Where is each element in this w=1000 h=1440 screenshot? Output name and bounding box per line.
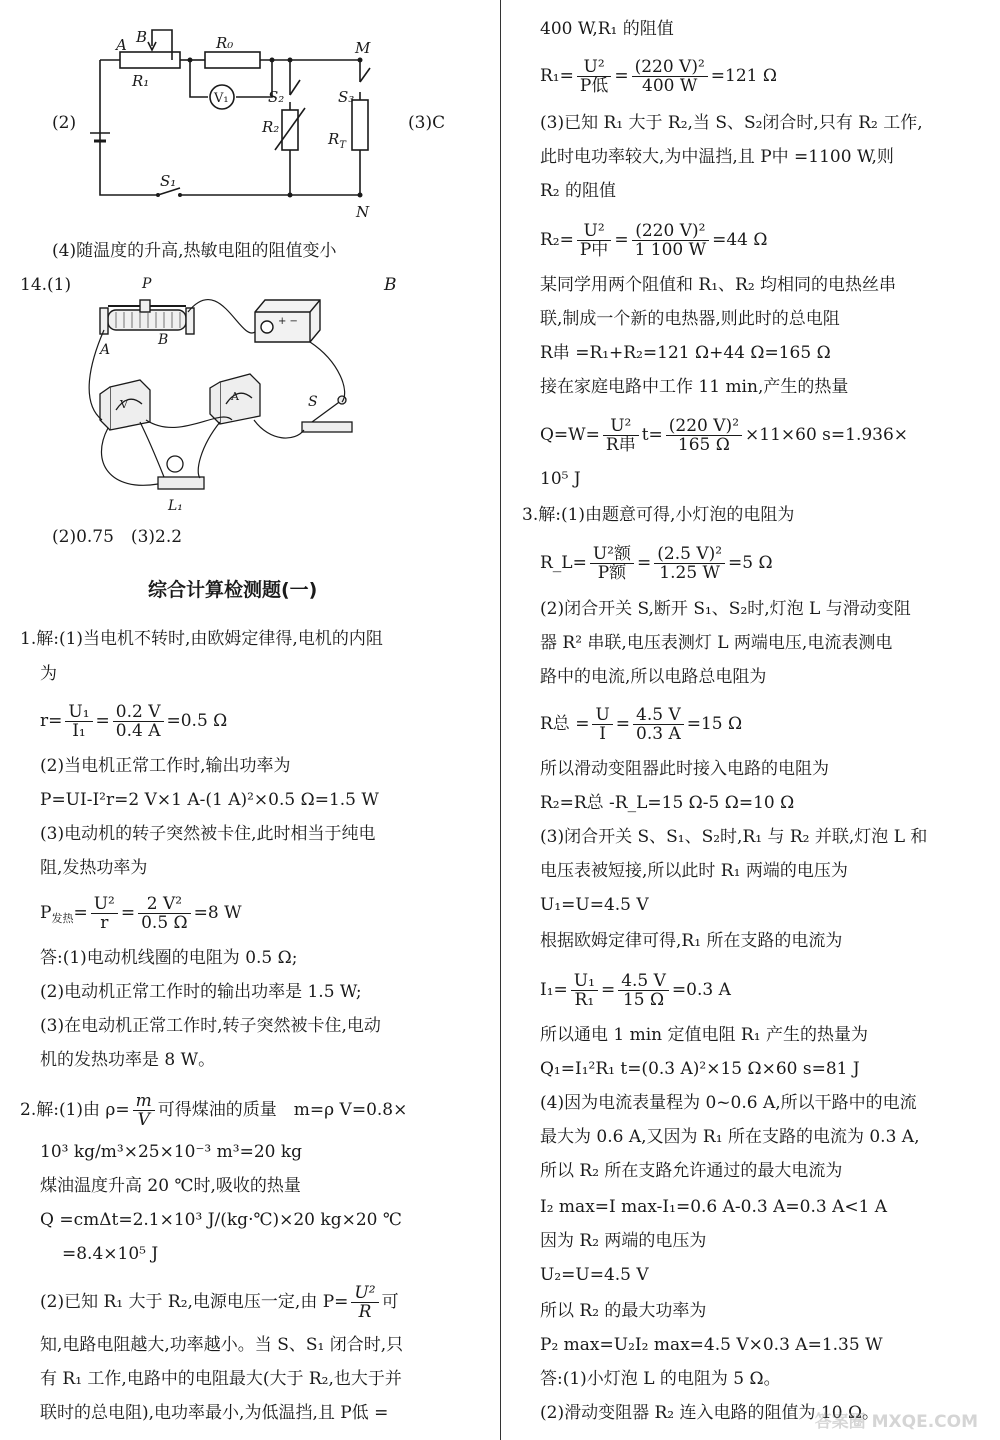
r-line30: 答:(1)小灯泡 L 的电阻为 5 Ω。: [540, 1369, 781, 1389]
r-line21: Q₁=I₁²R₁ t=(0.3 A)²×15 Ω×60 s=81 J: [540, 1059, 860, 1079]
p1-line1: 1.解:(1)当电机不转时,由欧姆定律得,电机的内阻: [20, 629, 383, 649]
r-line12: 器 R² 串联,电压表测灯 L 两端电压,电流表测电: [540, 633, 893, 653]
r-eq3: Q=W= $\frac{\text{U²}}{\text{R串}}$ t= $\frac{\text{(220 V)²}}{165 \Omega}$ ×11×60 s=1.936×: [540, 416, 909, 455]
q13-part2-label: (2): [52, 113, 77, 133]
r-line15: R₂=R总 -R_L=15 Ω-5 Ω=10 Ω: [540, 793, 795, 813]
label-R1: R₁: [132, 72, 150, 90]
label-S1: S₁: [160, 172, 177, 190]
watermark: 答案圈 MXQE.COM: [814, 1412, 978, 1432]
r-line29: P₂ max=U₂I₂ max=4.5 V×0.3 A=1.35 W: [540, 1335, 883, 1355]
p1-line5: (3)电动机的转子突然被卡住,此时相当于纯电: [40, 824, 376, 844]
svg-text:+ −: + −: [278, 316, 298, 327]
r-line9: 10⁵ J: [540, 469, 581, 489]
label-M: M: [355, 39, 371, 57]
p2-line4: Q =cmΔt=2.1×10³ J/(kg·℃)×20 kg×20 ℃: [40, 1210, 402, 1230]
r-eq5: R总 = $\frac{U}{I}$ = $\frac{4.5 V}{0.3 A}$ =15 Ω: [540, 705, 743, 744]
p2-line1: 2.解:(1)由 ρ= $\frac{m}{V}$ 可得煤油的质量 m=ρ V=0.8×: [20, 1091, 408, 1130]
label-R2: R₂: [262, 118, 280, 136]
diagram-label-A: A: [100, 342, 111, 358]
r-line13: 路中的电流,所以电路总电阻为: [540, 667, 767, 687]
r-line31: (2)滑动变阻器 R₂ 连入电路的阻值为 10 Ω。: [540, 1403, 880, 1423]
r-line26: 因为 R₂ 两端的电压为: [540, 1231, 707, 1251]
r-line7: R串 =R₁+R₂=121 Ω+44 Ω=165 Ω: [540, 343, 831, 363]
p1-line6: 阻,发热功率为: [40, 858, 148, 878]
label-S2: S₂: [268, 88, 285, 106]
section-title: 综合计算检测题(一): [148, 579, 318, 601]
q14-answer-B: B: [384, 275, 397, 295]
p2-line5: =8.4×10⁵ J: [62, 1244, 159, 1264]
diagram-label-L1: L₁: [168, 498, 183, 514]
p1-answer2: (2)电动机正常工作时的输出功率是 1.5 W;: [40, 982, 362, 1002]
p2-line3: 煤油温度升高 20 ℃时,吸收的热量: [40, 1176, 301, 1196]
p2-line7: 知,电路电阻越大,功率越小。当 S、S₁ 闭合时,只: [40, 1335, 404, 1355]
r-line10: 3.解:(1)由题意可得,小灯泡的电阻为: [522, 505, 795, 525]
p1-eq-p: $P_{发热}=$ $\frac{\text{U²}}{r}$ = $\frac{\text{2 V²}}{0.5 \Omega}$ =8 W: [40, 894, 242, 933]
column-divider: [500, 0, 501, 1440]
r-line11: (2)闭合开关 S,断开 S₁、S₂时,灯泡 L 与滑动变阻: [540, 599, 911, 619]
p2-line8: 有 R₁ 工作,电路中的电阻最大(大于 R₂,也大于并: [40, 1369, 402, 1389]
label-V1: V₁: [214, 91, 229, 106]
diagram-label-S: S: [308, 394, 318, 410]
p2-line2: 10³ kg/m³×25×10⁻³ m³=20 kg: [40, 1142, 303, 1162]
r-line16: (3)闭合开关 S、S₁、S₂时,R₁ 与 R₂ 并联,灯泡 L 和: [540, 827, 928, 847]
r-line27: U₂=U=4.5 V: [540, 1265, 649, 1285]
r-line8: 接在家庭电路中工作 11 min,产生的热量: [540, 377, 849, 397]
voltmeter-label: V: [120, 398, 128, 411]
q14-apparatus-diagram: [80, 272, 380, 517]
r-eq1: R₁= $\frac{\text{U²}}{\text{P低}}$ = $\frac{\text{(220 V)²}}{400 W}$ =121 Ω: [540, 57, 777, 96]
p1-line3: (2)当电机正常工作时,输出功率为: [40, 756, 291, 776]
r-line28: 所以 R₂ 的最大功率为: [540, 1301, 707, 1321]
p1-answer4: 机的发热功率是 8 W。: [40, 1050, 216, 1070]
r-line19: 根据欧姆定律可得,R₁ 所在支路的电流为: [540, 931, 843, 951]
label-S3: S₃: [338, 88, 355, 106]
label-N: N: [356, 203, 370, 221]
r-line23: 最大为 0.6 A,又因为 R₁ 所在支路的电流为 0.3 A,: [540, 1127, 920, 1147]
r-line25: I₂ max=I max-I₁=0.6 A-0.3 A=0.3 A<1 A: [540, 1197, 888, 1217]
p1-line2: 为: [40, 664, 57, 684]
r-eq2: R₂= $\frac{\text{U²}}{\text{P中}}$ = $\frac{\text{(220 V)²}}{1 100 W}$ =44 Ω: [540, 221, 768, 260]
r-line14: 所以滑动变阻器此时接入电路的电阻为: [540, 759, 829, 779]
ammeter-label: A: [231, 390, 239, 403]
q14-answers: (2)0.75 (3)2.2: [52, 527, 183, 547]
label-RT: $R_T$: [328, 130, 346, 151]
p2-line9: 联时的总电阻),电功率最小,为低温挡,且 P低 =: [40, 1403, 389, 1423]
label-A: A: [116, 36, 127, 54]
diagram-label-P: P: [142, 276, 152, 292]
p1-line4: P=UI-I²r=2 V×1 A-(1 A)²×0.5 Ω=1.5 W: [40, 790, 379, 810]
r-line24: 所以 R₂ 所在支路允许通过的最大电流为: [540, 1161, 843, 1181]
p2-line6: (2)已知 R₁ 大于 R₂,电源电压一定,由 P= $\frac{\text{U²}}{R}$ 可: [40, 1283, 399, 1322]
label-R0: R₀: [216, 34, 234, 52]
q13-answer4: (4)随温度的升高,热敏电阻的阻值变小: [52, 241, 337, 261]
r-eq6: I₁= $\frac{\text{U₁}}{\text{R₁}}$ = $\frac{4.5 V}{15 \Omega}$ =0.3 A: [540, 971, 731, 1010]
q14-number: 14.(1): [20, 275, 72, 295]
r-line20: 所以通电 1 min 定值电阻 R₁ 产生的热量为: [540, 1025, 868, 1045]
r-line4: R₂ 的阻值: [540, 181, 617, 201]
r-line18: U₁=U=4.5 V: [540, 895, 649, 915]
r-eq4: R_L= $\frac{\text{U²额}}{\text{P额}}$ = $\frac{\text{(2.5 V)²}}{1.25 W}$ =5 Ω: [540, 544, 773, 583]
r-line5: 某同学用两个阻值和 R₁、R₂ 均相同的电热丝串: [540, 275, 897, 295]
p1-answer1: 答:(1)电动机线圈的电阻为 0.5 Ω;: [40, 948, 298, 968]
diagram-label-B: B: [158, 332, 169, 348]
p1-answer3: (3)在电动机正常工作时,转子突然被卡住,电动: [40, 1016, 381, 1036]
label-B: B: [136, 28, 148, 46]
r-line22: (4)因为电流表量程为 0~0.6 A,所以干路中的电流: [540, 1093, 917, 1113]
q13-answer3: (3)C: [408, 113, 446, 133]
r-line1: 400 W,R₁ 的阻值: [540, 19, 674, 39]
r-line17: 电压表被短接,所以此时 R₁ 两端的电压为: [540, 861, 848, 881]
r-line3: 此时电功率较大,为中温挡,且 P中 =1100 W,则: [540, 147, 894, 167]
r-line2: (3)已知 R₁ 大于 R₂,当 S、S₂闭合时,只有 R₂ 工作,: [540, 113, 923, 133]
r-line6: 联,制成一个新的电热器,则此时的总电阻: [540, 309, 840, 329]
p1-eq-r: r= $\frac{\text{U₁}}{\text{I₁}}$ = $\frac{0.2 V}{0.4 A}$ =0.5 Ω: [40, 702, 228, 741]
